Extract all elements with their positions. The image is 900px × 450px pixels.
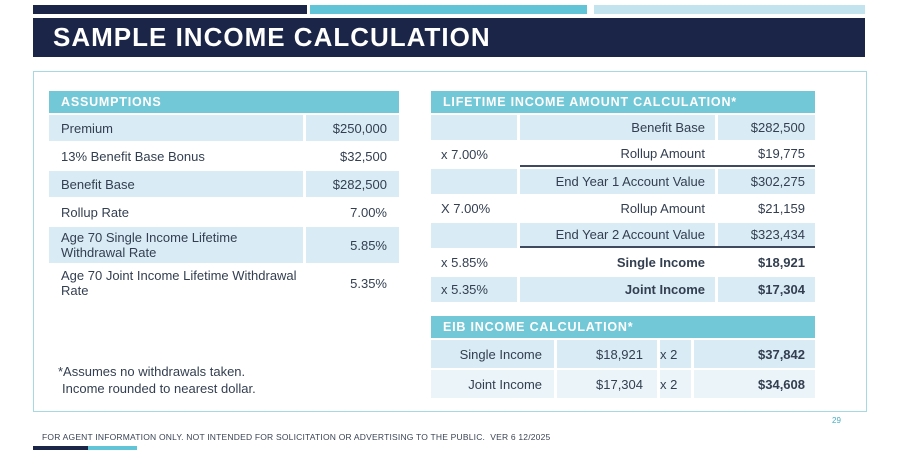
row-label: End Year 2 Account Value (520, 223, 715, 246)
row-value: $323,434 (718, 223, 815, 246)
row-multiplier: x 7.00% (441, 147, 488, 162)
table-row (49, 115, 399, 141)
table-row (431, 169, 815, 194)
row-value: $18,921 (758, 255, 805, 270)
row-value: $21,159 (758, 201, 805, 216)
table-row (49, 143, 399, 169)
table-row (431, 196, 815, 221)
row-label: Rollup Rate (61, 204, 129, 220)
row-label: Age 70 Single Income Lifetime Withdrawal Rate (49, 227, 303, 263)
top-accent-bar-teal (310, 5, 587, 14)
row-label: Benefit Base (49, 171, 303, 197)
row-value: $19,775 (758, 146, 805, 161)
row-label: Joint Income (431, 370, 554, 398)
bottom-accent-bar-navy (33, 446, 88, 450)
page-number: 29 (832, 416, 841, 425)
row-value: $250,000 (306, 115, 399, 141)
footnote-line-1: *Assumes no withdrawals taken. (58, 364, 246, 379)
row-label: Joint Income (520, 277, 715, 302)
row-value: 7.00% (350, 204, 387, 220)
footnote-line-2: Income rounded to nearest dollar. (62, 381, 256, 396)
assumptions-header: ASSUMPTIONS (49, 91, 399, 113)
row-value: $17,304 (557, 370, 657, 398)
row-label: End Year 1 Account Value (520, 169, 715, 194)
row-result: $37,842 (694, 340, 815, 368)
row-multiplier: x 2 (660, 340, 691, 368)
row-multiplier (431, 115, 517, 140)
row-label: Age 70 Joint Income Lifetime Withdrawal Rate (61, 268, 297, 298)
row-value: $17,304 (718, 277, 815, 302)
page-title: SAMPLE INCOME CALCULATION (53, 22, 491, 52)
row-value: $282,500 (306, 171, 399, 197)
table-row (431, 370, 815, 398)
lifetime-income-table (431, 91, 815, 304)
row-label: 13% Benefit Base Bonus (61, 148, 205, 164)
row-result: $34,608 (694, 370, 815, 398)
table-row (49, 171, 399, 197)
row-multiplier: X 7.00% (441, 201, 491, 216)
row-multiplier: x 5.35% (431, 277, 517, 302)
table-row (431, 223, 815, 248)
eib-income-table (431, 316, 815, 400)
table-row (431, 340, 815, 368)
table-row (49, 199, 399, 225)
table-row (49, 227, 399, 263)
bottom-accent-bar-teal (88, 446, 137, 450)
lifetime-income-header: LIFETIME INCOME AMOUNT CALCULATION* (431, 91, 815, 113)
table-row (431, 115, 815, 140)
row-value: 5.35% (350, 275, 387, 291)
content-frame (33, 71, 867, 412)
table-row (431, 277, 815, 302)
row-label: Benefit Base (520, 115, 715, 140)
row-label: Rollup Amount (620, 146, 705, 161)
top-accent-bar-navy (33, 5, 307, 14)
row-value: $282,500 (718, 115, 815, 140)
top-accent-bar-light (594, 5, 865, 14)
title-bar (33, 18, 865, 57)
compliance-disclaimer: FOR AGENT INFORMATION ONLY. NOT INTENDED FOR SOLICITATION OR ADVERTISING TO THE PUBLIC. VER 6 12/2025 (42, 432, 551, 442)
table-row (431, 250, 815, 275)
row-label: Single Income (616, 255, 705, 270)
table-row (49, 265, 399, 301)
row-multiplier (431, 223, 517, 248)
row-value: 5.85% (306, 227, 399, 263)
row-label: Single Income (431, 340, 554, 368)
footnote (58, 363, 256, 397)
table-row (431, 142, 815, 167)
row-multiplier: x 5.85% (441, 255, 488, 270)
assumptions-table (49, 91, 399, 303)
row-value: $18,921 (557, 340, 657, 368)
row-multiplier: x 2 (660, 370, 691, 398)
row-value: $32,500 (340, 148, 387, 164)
row-label: Rollup Amount (620, 201, 705, 216)
row-multiplier (431, 169, 517, 194)
eib-income-header: EIB INCOME CALCULATION* (431, 316, 815, 338)
row-label: Premium (49, 115, 303, 141)
row-value: $302,275 (718, 169, 815, 194)
